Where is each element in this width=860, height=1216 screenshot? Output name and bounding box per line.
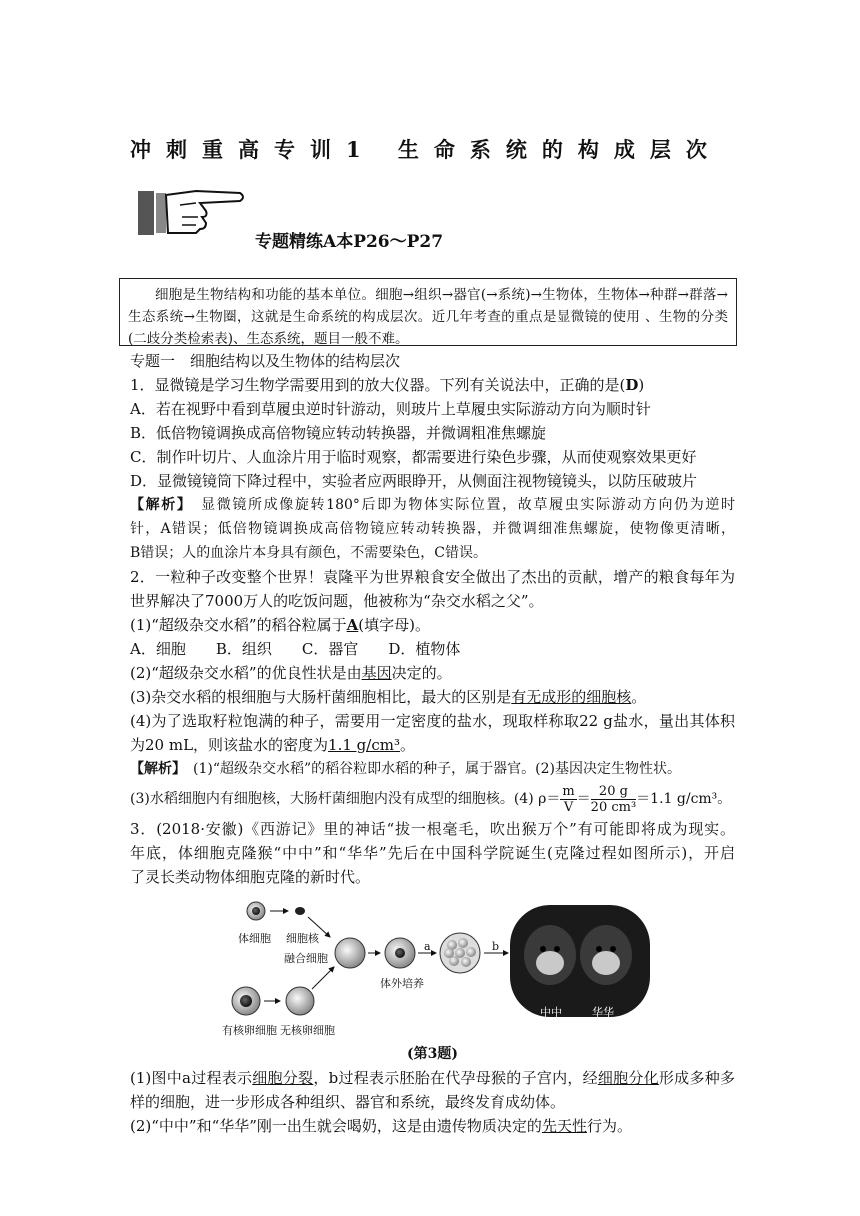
fraction-numerator: m [562, 783, 575, 799]
q2-part-4-line-2 [130, 733, 735, 757]
cloning-diagram-graphic [130, 897, 735, 1042]
label-monkey-huahua: 华华 [592, 1006, 614, 1019]
label-somatic-cell: 体细胞 [238, 932, 271, 945]
intro-text: 细胞是生物结构和功能的基本单位。细胞→组织→器官(→系统)→生物体，生物体→种群→群落→生态系统→生物圈，这就是生命系统的构成层次。近几年考查的重点是显微镜的使用 、生物的分类(二歧分类检索表)、生态系统，题目一般不难。 [128, 287, 728, 347]
fraction-m-v [560, 784, 576, 815]
label-process-a: a [424, 940, 431, 953]
monkeys-photo [510, 905, 650, 1017]
q2-part-4-line-1: (4)为了选取籽粒饱满的种子，需要用一定密度的盐水，现取样称取22 g盐水，量出其体积 [130, 712, 735, 730]
q1-analysis-1 [130, 493, 735, 517]
subheading: 专题精练A本P26～P27 [255, 232, 444, 252]
q2-analysis-text-2: (3)水稻细胞内有细胞核，大肠杆菌细胞内没有成型的细胞核。(4) ρ＝ [130, 791, 561, 807]
q2-analysis-text-1: (1)“超级杂交水稻”的稻谷粒即水稻的种子，属于器官。(2)基因决定生物性状。 [179, 761, 681, 777]
q3-part-1-line-1 [130, 1066, 735, 1090]
q2-p2-answer: 基因 [361, 664, 392, 682]
q3-p2-answer: 先天性 [541, 1117, 587, 1135]
q1-close: ) [638, 376, 645, 394]
q1-option-a: A．若在视野中看到草履虫逆时针游动，则玻片上草履虫实际游动方向为顺时针 [130, 400, 651, 418]
q1-stem [130, 373, 735, 397]
q3-line-1: 3．(2018·安徽)《西游记》里的神话“拔一根毫毛，吹出猴万个”有可能即将成为现实。 [130, 820, 735, 838]
q1-option-c: C．制作叶切片、人血涂片用于临时观察，都需要进行染色步骤，从而使观察效果更好 [130, 448, 697, 466]
q2-part-1 [130, 613, 735, 637]
q2-line-1: 2．一粒种子改变整个世界！袁隆平为世界粮食安全做出了杰出的贡献，增产的粮食每年为 [130, 568, 735, 586]
q3-line-3: 了灵长类动物体细胞克隆的新时代。 [130, 868, 371, 886]
label-nucleated-egg: 有核卵细胞 [222, 1024, 277, 1037]
q3-p1-mid: ，b过程表示胚胎在代孕母猴的子宫内，经 [313, 1069, 598, 1087]
analysis-label: 【解析】 [130, 761, 179, 777]
label-monkey-zhongzhong: 中中 [540, 1006, 562, 1019]
q3-line-2: 年底，体细胞克隆猴“中中”和“华华”先后在中国科学院诞生(克隆过程如图所示)，开启 [130, 844, 735, 862]
label-nucleus: 细胞核 [286, 932, 319, 945]
cloning-diagram [130, 897, 735, 1042]
topic-heading: 专题一 细胞结构以及生物体的结构层次 [130, 352, 401, 370]
q1-option-d: D．显微镜镜筒下降过程中，实验者应两眼睁开，从侧面注视物镜镜头，以防压破玻片 [130, 472, 698, 490]
q2-line-2: 世界解决了7000万人的吃饭问题，他被称为“杂交水稻之父”。 [130, 592, 544, 610]
equals-sign: ＝ [576, 791, 591, 807]
q2-analysis-2 [130, 781, 735, 817]
q1-analysis-2: 针，A错误；低倍物镜调换成高倍物镜应转动转换器，并微调细准焦螺旋，使物像更清晰， [130, 521, 735, 537]
q2-p3-text: (3)杂交水稻的根细胞与大肠杆菌细胞相比，最大的区别是 [130, 688, 512, 706]
enucleated-egg-icon [286, 987, 314, 1015]
q2-part-2 [130, 661, 735, 685]
q2-p4-answer: 1.1 g/cm³ [328, 736, 400, 754]
q2-part-3 [130, 685, 735, 709]
q3-p2-text: (2)“中中”和“华华”刚一出生就会喝奶，这是由遗传物质决定的 [130, 1117, 542, 1135]
q1-analysis-3: B错误；人的血涂片本身具有颜色，不需要染色，C错误。 [130, 545, 487, 561]
embryo-icon [440, 933, 480, 973]
q2-p4-text: 为20 mL，则该盐水的密度为 [130, 736, 329, 754]
fraction-denominator: 20 cm³ [590, 799, 637, 815]
label-in-vitro-culture: 体外培养 [380, 977, 424, 990]
pointing-hand-icon [136, 183, 248, 241]
q2-p3-tail: 。 [631, 688, 647, 706]
fraction-values [591, 784, 637, 815]
q2-p4-tail: 。 [399, 736, 415, 754]
fraction-numerator: 20 g [591, 784, 637, 800]
q2-analysis-1 [130, 757, 735, 781]
q3-part-1-line-2: 样的细胞，进一步形成各种组织、器官和系统，最终发育成幼体。 [130, 1093, 566, 1111]
analysis-label: 【解析】 [130, 497, 186, 513]
q3-p1-text: (1)图中a过程表示 [130, 1069, 253, 1087]
q3-p2-tail: 行为。 [586, 1117, 632, 1135]
label-process-b: b [492, 940, 500, 953]
intro-box [119, 278, 737, 346]
nucleus-icon [295, 907, 305, 915]
q2-analysis-result: ＝1.1 g/cm³。 [636, 791, 732, 807]
q1-answer: D [625, 376, 639, 394]
fused-cell-icon [335, 938, 365, 968]
page-title: 冲刺重高专训1 生命系统的构成层次 [130, 137, 722, 162]
q2-p1-text: (1)“超级杂交水稻”的稻谷粒属于 [130, 616, 347, 634]
q2-p1-answer: A [346, 616, 359, 634]
q2-p1-tail: (填字母)。 [358, 616, 430, 634]
q1-analysis-text-1: 显微镜所成像旋转180°后即为物体实际位置，故草履虫实际游动方向仍为逆时 [185, 497, 735, 513]
q2-p3-answer: 有无成形的细胞核 [511, 688, 632, 706]
q2-p2-tail: 决定的。 [391, 664, 452, 682]
q1-stem-text: 1．显微镜是学习生物学需要用到的放大仪器。下列有关说法中，正确的是( [130, 376, 626, 394]
q2-options: A．细胞 B．组织 C．器官 D．植物体 [130, 640, 461, 658]
figure-caption: (第3题) [407, 1046, 458, 1062]
q2-p2-text: (2)“超级杂交水稻”的优良性状是由 [130, 664, 362, 682]
label-fused-cell: 融合细胞 [284, 952, 328, 965]
q3-p1-tail: 形成多种多 [658, 1069, 735, 1087]
fraction-denominator: V [563, 799, 574, 815]
q3-p1-answer-1: 细胞分裂 [252, 1069, 314, 1087]
q3-part-2 [130, 1114, 735, 1138]
q1-option-b: B．低倍物镜调换成高倍物镜应转动转换器，并微调粗准焦螺旋 [130, 424, 547, 442]
content [130, 349, 735, 1138]
q3-p1-answer-2: 细胞分化 [597, 1069, 659, 1087]
label-enucleated-egg: 无核卵细胞 [280, 1024, 335, 1037]
somatic-nucleus-icon [252, 907, 260, 915]
